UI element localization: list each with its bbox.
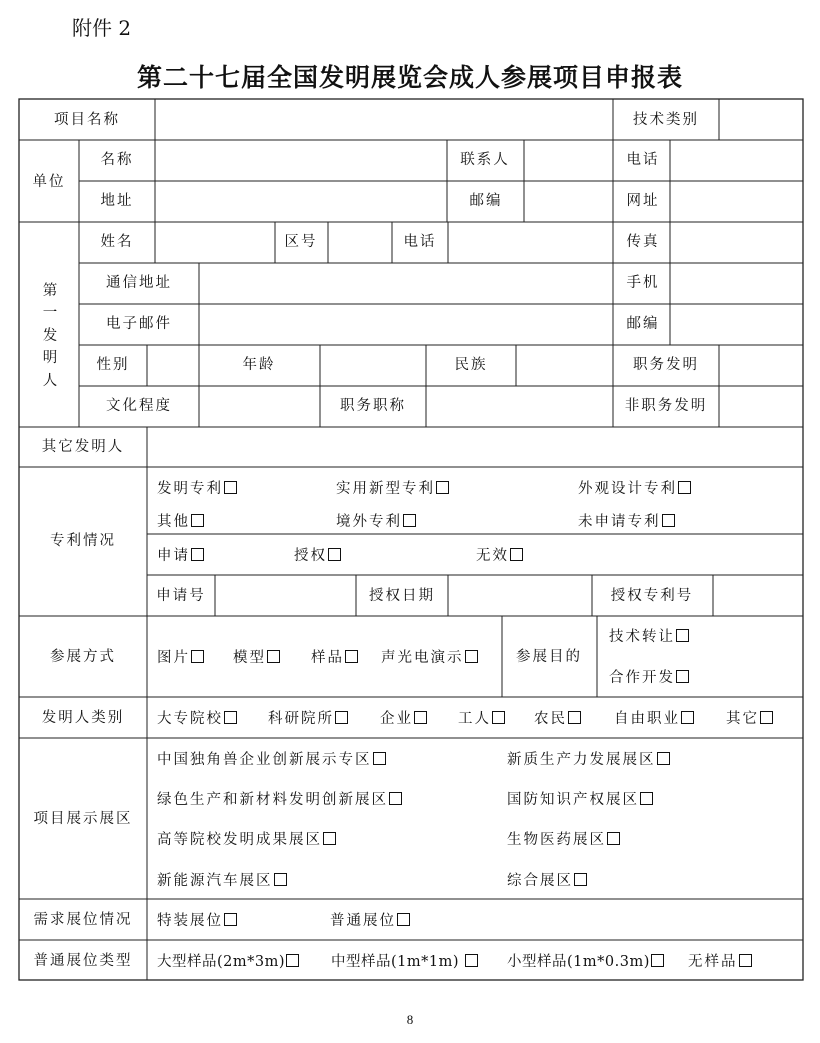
- checkbox[interactable]: [607, 832, 620, 845]
- inventor-category-option[interactable]: [157, 711, 237, 727]
- checkbox[interactable]: [436, 481, 449, 494]
- tech-category-label: 技术类别: [633, 112, 699, 128]
- website-label: 网址: [626, 193, 660, 209]
- booth-option-label: 普通展位: [330, 913, 396, 929]
- booth-type-option[interactable]: [507, 954, 664, 970]
- patent-option[interactable]: [157, 514, 204, 530]
- zone-option[interactable]: [507, 832, 620, 848]
- patent-option-label: 实用新型专利: [336, 481, 435, 497]
- patent-option[interactable]: [578, 514, 675, 530]
- zone-option-label: 新质生产力发展展区: [507, 752, 656, 768]
- checkbox[interactable]: [651, 954, 664, 967]
- zone-option-label: 绿色生产和新材料发明创新展区: [157, 792, 388, 808]
- inventor-category-option-label: 大专院校: [157, 711, 223, 727]
- checkbox[interactable]: [760, 711, 773, 724]
- checkbox[interactable]: [267, 650, 280, 663]
- checkbox[interactable]: [739, 954, 752, 967]
- patent-state-label: 无效: [476, 548, 509, 564]
- granted-patent-no-label: 授权专利号: [610, 588, 694, 604]
- checkbox[interactable]: [681, 711, 694, 724]
- zone-option[interactable]: [507, 873, 587, 889]
- booth-type-option[interactable]: [688, 954, 752, 970]
- exhibit-method-label: 参展方式: [50, 649, 116, 665]
- booth-type-option[interactable]: [331, 954, 478, 970]
- inventor-category-option[interactable]: [268, 711, 348, 727]
- patent-option-label: 外观设计专利: [578, 481, 677, 497]
- booth-option[interactable]: [330, 913, 410, 929]
- contact-person-label: 联系人: [460, 152, 510, 168]
- age-label: 年龄: [242, 357, 276, 373]
- checkbox[interactable]: [662, 514, 675, 527]
- checkbox[interactable]: [676, 629, 689, 642]
- patent-option-label: 境外专利: [336, 514, 402, 530]
- zone-option[interactable]: [507, 792, 653, 808]
- first-inventor-label: 第一发明人: [42, 283, 58, 389]
- zone-option-label: 高等院校发明成果展区: [157, 832, 322, 848]
- gender-label: 性别: [96, 357, 130, 373]
- email-label: 电子邮件: [106, 316, 172, 332]
- checkbox[interactable]: [640, 792, 653, 805]
- zone-option[interactable]: [157, 792, 402, 808]
- zone-option-label: 中国独角兽企业创新展示专区: [157, 752, 372, 768]
- unit-name-label: 名称: [100, 152, 134, 168]
- purpose-option[interactable]: [609, 629, 689, 645]
- exhibit-method-option[interactable]: [381, 650, 478, 666]
- patent-state-option[interactable]: [476, 548, 523, 564]
- inventor-category-option-label: 农民: [534, 711, 567, 727]
- patent-state-label: 授权: [294, 548, 327, 564]
- education-label: 文化程度: [106, 398, 172, 414]
- booth-type-option-label: 大型样品(2m*3m): [157, 954, 286, 970]
- inventor-category-option[interactable]: [534, 711, 581, 727]
- mobile-label: 手机: [626, 275, 660, 291]
- unit-label: 单位: [32, 174, 66, 190]
- checkbox[interactable]: [574, 873, 587, 886]
- checkbox[interactable]: [224, 913, 237, 926]
- checkbox[interactable]: [286, 954, 299, 967]
- exhibit-method-option-label: 声光电演示: [381, 650, 464, 666]
- booth-type-option-label: 中型样品(1m*1m): [331, 954, 465, 970]
- zone-option[interactable]: [157, 873, 287, 889]
- grant-date-label: 授权日期: [369, 588, 435, 604]
- fax-label: 传真: [626, 234, 660, 250]
- checkbox[interactable]: [465, 650, 478, 663]
- checkbox[interactable]: [397, 913, 410, 926]
- booth-option[interactable]: [157, 913, 237, 929]
- checkbox[interactable]: [657, 752, 670, 765]
- exhibit-method-option[interactable]: [311, 650, 358, 666]
- patent-state-option[interactable]: [294, 548, 341, 564]
- patent-option[interactable]: [336, 514, 416, 530]
- booth-type-option-label: 小型样品(1m*0.3m): [507, 954, 650, 970]
- checkbox[interactable]: [465, 954, 478, 967]
- checkbox[interactable]: [191, 650, 204, 663]
- exhibit-method-option[interactable]: [157, 650, 204, 666]
- checkbox[interactable]: [414, 711, 427, 724]
- booth-type-option-label: 无样品: [688, 954, 738, 970]
- mail-address-label: 通信地址: [106, 275, 172, 291]
- zone-option-label: 综合展区: [507, 873, 573, 889]
- attachment-label: 附件 2: [72, 16, 132, 40]
- service-invention-label: 职务发明: [633, 357, 699, 373]
- inventor-category-option-label: 工人: [458, 711, 491, 727]
- checkbox[interactable]: [678, 481, 691, 494]
- zone-option[interactable]: [157, 752, 386, 768]
- exhibit-zone-label: 项目展示展区: [33, 811, 133, 827]
- inventor-postcode-label: 邮编: [626, 316, 660, 332]
- patent-status-label: 专利情况: [50, 533, 116, 549]
- purpose-option[interactable]: [609, 670, 689, 686]
- project-name-label: 项目名称: [54, 112, 120, 128]
- inventor-phone-label: 电话: [403, 234, 437, 250]
- booth-type-option[interactable]: [157, 954, 299, 970]
- checkbox[interactable]: [389, 792, 402, 805]
- zone-option-label: 国防知识产权展区: [507, 792, 639, 808]
- page-number: 8: [406, 1012, 414, 1027]
- inventor-category-option-label: 科研院所: [268, 711, 334, 727]
- checkbox[interactable]: [191, 548, 204, 561]
- inventor-category-option-label: 其它: [726, 711, 759, 727]
- checkbox[interactable]: [224, 711, 237, 724]
- purpose-option-label: 合作开发: [609, 670, 675, 686]
- checkbox[interactable]: [224, 481, 237, 494]
- checkbox[interactable]: [373, 752, 386, 765]
- checkbox[interactable]: [492, 711, 505, 724]
- inventor-category-option[interactable]: [726, 711, 773, 727]
- purpose-option-label: 技术转让: [609, 629, 675, 645]
- booth-needs-label: 需求展位情况: [33, 912, 133, 928]
- booth-option-label: 特装展位: [157, 913, 223, 929]
- checkbox[interactable]: [403, 514, 416, 527]
- patent-option[interactable]: [157, 481, 237, 497]
- zone-option-label: 新能源汽车展区: [157, 873, 273, 889]
- exhibit-method-option-label: 模型: [233, 650, 266, 666]
- other-inventors-label: 其它发明人: [41, 439, 125, 455]
- patent-option-label: 未申请专利: [578, 514, 661, 530]
- inventor-category-option-label: 企业: [380, 711, 413, 727]
- checkbox[interactable]: [274, 873, 287, 886]
- patent-option-label: 其他: [157, 514, 190, 530]
- checkbox[interactable]: [328, 548, 341, 561]
- form-title: 第二十七届全国发明展览会成人参展项目申报表: [136, 63, 683, 92]
- non-service-invention-label: 非职务发明: [624, 398, 708, 414]
- unit-phone-label: 电话: [626, 152, 660, 168]
- job-title-label: 职务职称: [340, 398, 406, 414]
- area-code-label: 区号: [284, 234, 318, 250]
- checkbox[interactable]: [510, 548, 523, 561]
- checkbox[interactable]: [335, 711, 348, 724]
- patent-option[interactable]: [336, 481, 449, 497]
- zone-option-label: 生物医药展区: [507, 832, 606, 848]
- exhibit-method-option-label: 样品: [311, 650, 344, 666]
- unit-address-label: 地址: [100, 193, 134, 209]
- inventor-category-option[interactable]: [380, 711, 427, 727]
- patent-state-label: 申请: [157, 548, 190, 564]
- zone-option[interactable]: [507, 752, 670, 768]
- inventor-category-option[interactable]: [458, 711, 505, 727]
- checkbox[interactable]: [323, 832, 336, 845]
- unit-postcode-label: 邮编: [469, 193, 503, 209]
- exhibit-method-option[interactable]: [233, 650, 280, 666]
- ethnicity-label: 民族: [454, 357, 488, 373]
- checkbox[interactable]: [191, 514, 204, 527]
- patent-option[interactable]: [578, 481, 691, 497]
- booth-type-label: 普通展位类型: [33, 953, 133, 969]
- inventor-category-option[interactable]: [614, 711, 694, 727]
- checkbox[interactable]: [568, 711, 581, 724]
- exhibit-method-option-label: 图片: [157, 650, 190, 666]
- application-no-label: 申请号: [156, 588, 206, 604]
- patent-state-option[interactable]: [157, 548, 204, 564]
- inventor-category-option-label: 自由职业: [614, 711, 680, 727]
- patent-option-label: 发明专利: [157, 481, 223, 497]
- zone-option[interactable]: [157, 832, 336, 848]
- checkbox[interactable]: [345, 650, 358, 663]
- inventor-name-label: 姓名: [100, 234, 134, 250]
- checkbox[interactable]: [676, 670, 689, 683]
- exhibit-purpose-label: 参展目的: [516, 649, 582, 665]
- inventor-category-label: 发明人类别: [41, 710, 125, 726]
